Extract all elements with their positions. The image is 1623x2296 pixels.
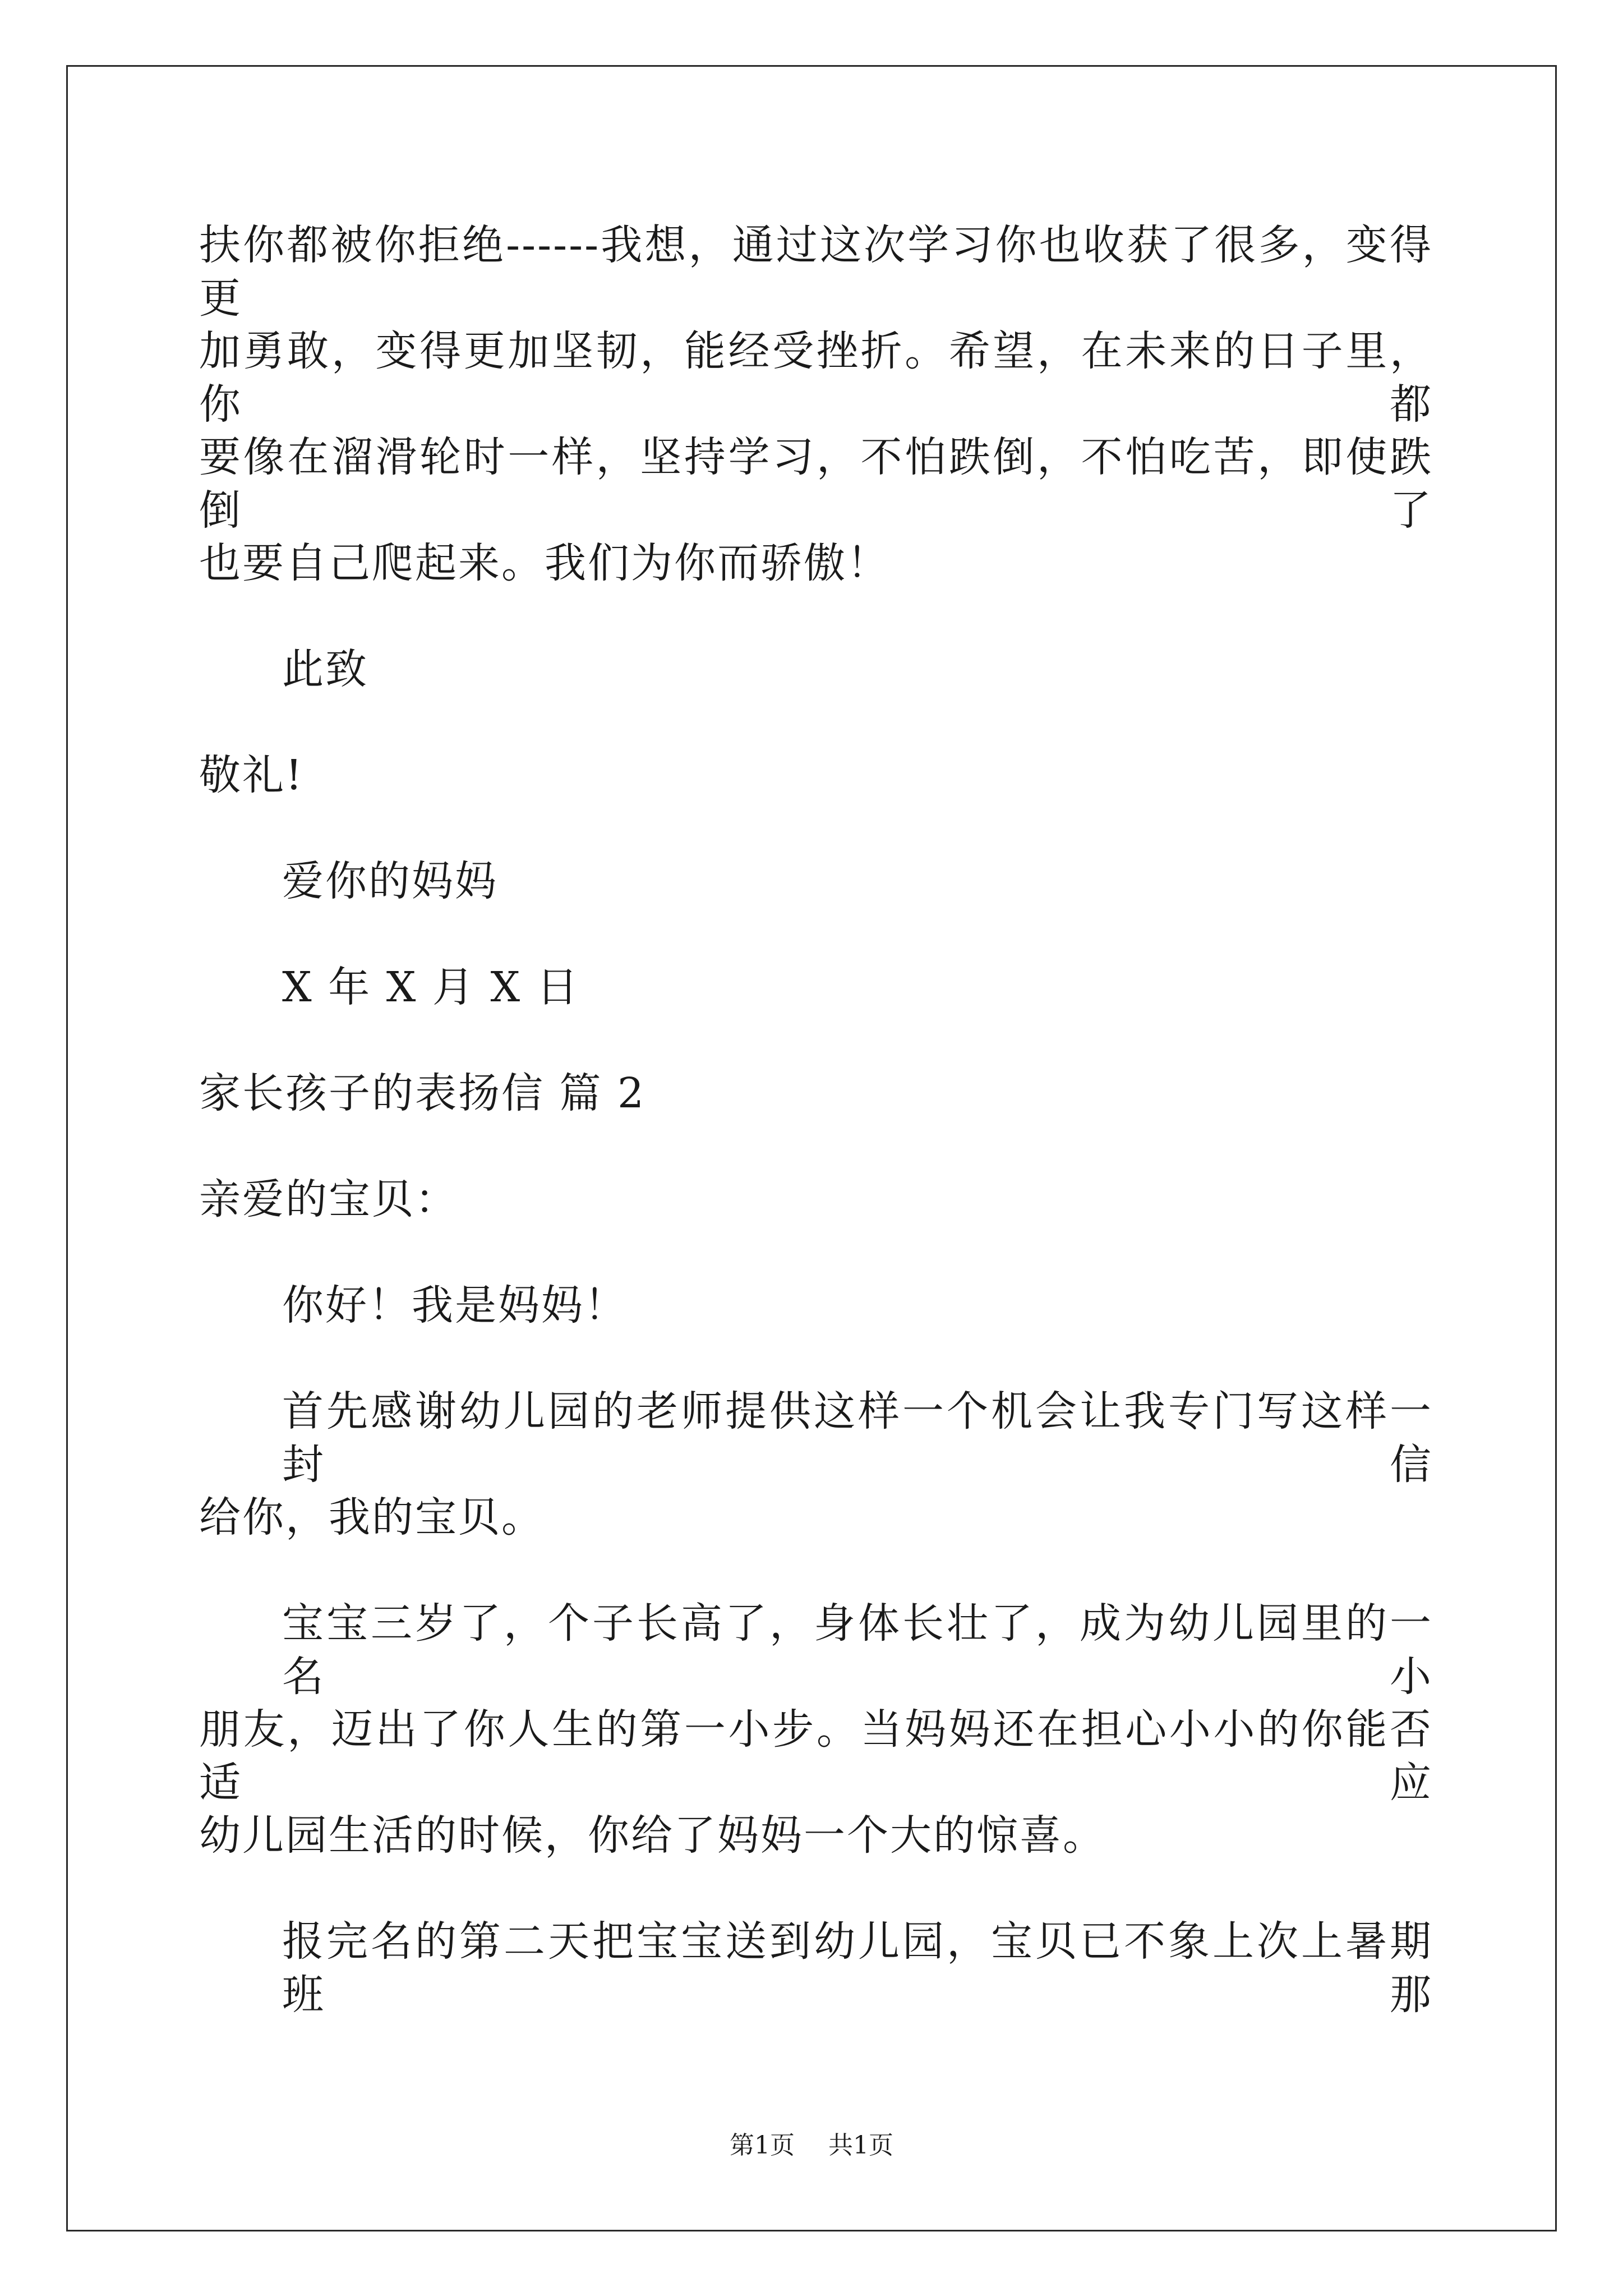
page-number-current: 第1页: [730, 2131, 795, 2160]
text-line: 报完名的第二天把宝宝送到幼儿园，宝贝已不象上次上暑期班那: [282, 1917, 1433, 2019]
text-line: 此致: [282, 645, 368, 693]
text-line: X 年 X 月 X 日: [282, 963, 580, 1011]
text-line: 要像在溜滑轮时一样，坚持学习，不怕跌倒，不怕吃苦，即使跌倒了: [199, 433, 1433, 535]
letter-body: [199, 219, 1433, 2019]
text-line: 扶你都被你拒绝------我想，通过这次学习你也收获了很多，变得更: [199, 221, 1433, 323]
text-line: 宝宝三岁了，个子长高了，身体长壮了，成为幼儿园里的一名小: [282, 1599, 1433, 1701]
text-line: 幼儿园生活的时候，你给了妈妈一个大的惊喜。: [199, 1811, 1106, 1860]
text-line: 加勇敢，变得更加坚韧，能经受挫折。希望，在未来的日子里，你都: [199, 327, 1433, 429]
text-line: 也要自己爬起来。我们为你而骄傲！: [199, 539, 890, 587]
text-line: 朋友，迈出了你人生的第一小步。当妈妈还在担心小小的你能否适应: [199, 1705, 1433, 1807]
text-line: 给你，我的宝贝。: [199, 1493, 545, 1542]
page-number-total: 共1页: [828, 2131, 893, 2160]
text-line: 爱你的妈妈: [282, 857, 498, 905]
text-line: 你好！我是妈妈！: [282, 1281, 628, 1329]
page-footer: [0, 2129, 1623, 2162]
text-line: 敬礼!: [199, 751, 304, 799]
text-line: 亲爱的宝贝：: [199, 1175, 458, 1223]
text-line: 家长孩子的表扬信 篇 2: [199, 1069, 646, 1117]
text-line: 首先感谢幼儿园的老师提供这样一个机会让我专门写这样一封信: [282, 1387, 1433, 1489]
